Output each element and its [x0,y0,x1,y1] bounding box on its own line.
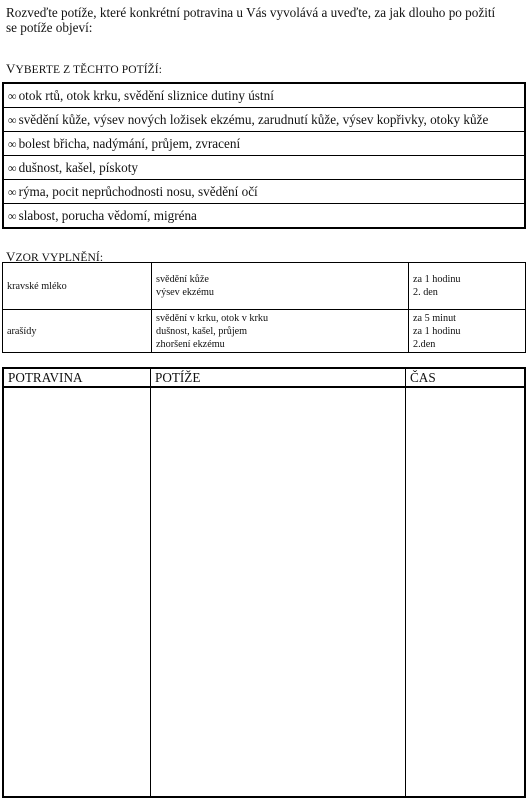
example-symptoms [152,263,409,310]
example-row [3,263,526,310]
example-food: arašídy [3,310,152,353]
symptom-text: dušnost, kašel, pískoty [18,159,138,175]
symptom-row [3,132,525,156]
header-food: POTRAVINA [3,368,151,387]
example-time-line: za 1 hodinu [413,325,461,337]
food-record-table [2,367,526,798]
infinity-bullet-icon: ∞ [8,184,17,199]
example-time [409,310,526,353]
example-symptom-line: zhoršení ekzému [156,338,225,350]
intro-line-2: se potíže objeví: [6,20,93,35]
symptom-cell [3,156,525,180]
symptom-cell [3,132,525,156]
intro-text [6,5,520,35]
infinity-bullet-icon: ∞ [8,160,17,175]
example-symptom-line: svědění v krku, otok v krku [156,312,269,324]
example-row [3,310,526,353]
symptom-cell [3,204,525,229]
example-symptom-line: výsev ekzému [156,287,214,298]
infinity-bullet-icon: ∞ [8,88,17,103]
symptom-row [3,83,525,108]
food-record-header-row [3,368,525,387]
food-entry-area[interactable] [3,387,151,797]
header-time: ČAS [406,368,526,387]
infinity-bullet-icon: ∞ [8,136,17,151]
food-record-entry-row [3,387,525,797]
example-symptoms [152,310,409,353]
example-time-line: za 1 hodinu [413,274,461,285]
example-time [409,263,526,310]
symptom-text: rýma, pocit neprůchodnosti nosu, svědění očí [18,183,258,199]
symptom-cell [3,108,525,132]
symptom-row [3,108,525,132]
symptom-text: slabost, porucha vědomí, migréna [18,207,197,223]
example-time-line: za 5 minut [413,312,457,324]
symptom-text: svědění kůže, výsev nových ložisek ekzému, zarudnutí kůže, výsev kopřivky, otoky kůže [18,111,489,127]
symptoms-heading-initial: V [6,61,16,76]
symptom-row [3,204,525,229]
example-time-line: 2.den [413,338,436,350]
infinity-bullet-icon: ∞ [8,112,17,127]
example-food: kravské mléko [3,263,152,310]
symptom-cell [3,180,525,204]
symptom-text: bolest břicha, nadýmání, průjem, zvracení [18,135,241,151]
symptom-row [3,180,525,204]
example-symptom-line: dušnost, kašel, průjem [156,325,248,337]
symptoms-heading-rest: YBERTE Z TĚCHTO POTÍŽÍ: [15,64,163,76]
symptoms-entry-area[interactable] [151,387,406,797]
example-heading-rest: ZOR VYPLNĚNÍ: [15,252,104,264]
intro-line-1: Rozveďte potíže, které konkrétní potravina u Vás vyvolává a uveďte, za jak dlouho po požití [6,5,496,20]
symptoms-table [2,82,526,229]
symptom-row [3,156,525,180]
example-table [2,262,526,353]
example-time-line: 2. den [413,287,438,298]
symptoms-heading [6,61,162,77]
symptom-text: otok rtů, otok krku, svědění sliznice dutiny ústní [18,87,274,103]
example-heading-initial: V [6,249,16,264]
infinity-bullet-icon: ∞ [8,208,17,223]
example-symptom-line: svědění kůže [156,274,209,285]
time-entry-area[interactable] [406,387,526,797]
symptom-cell [3,83,525,108]
header-symptoms: POTÍŽE [151,368,406,387]
